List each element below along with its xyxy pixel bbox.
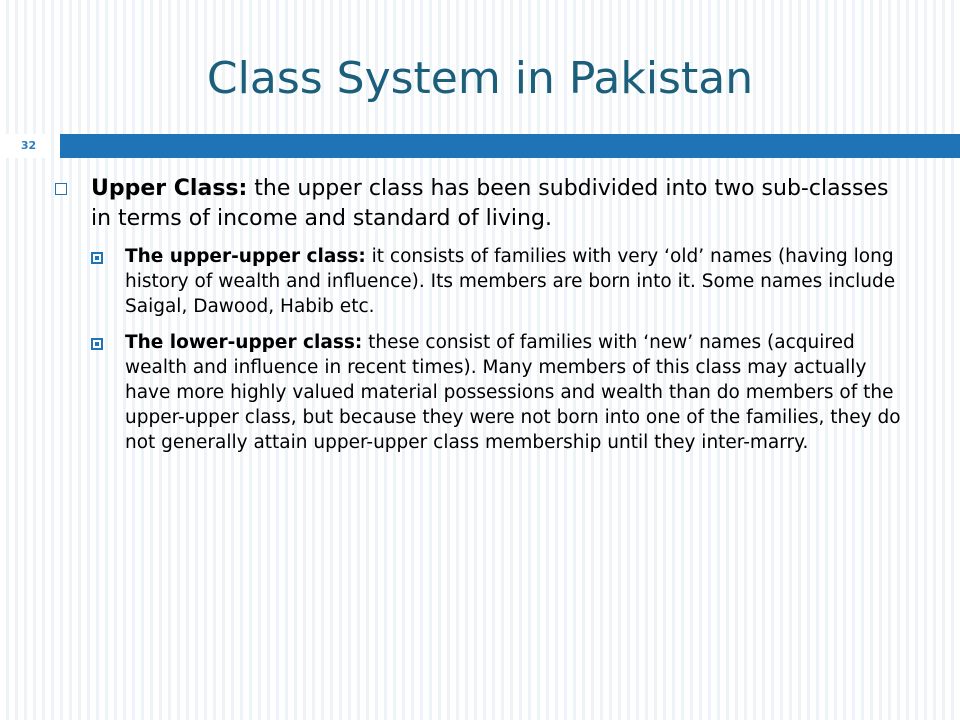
- sub-bullet-lower-upper-class: [91, 330, 915, 455]
- filled-square-bullet-icon: [91, 338, 103, 350]
- sub-bullet-term: The lower-upper class:: [125, 332, 363, 353]
- hollow-square-bullet-icon: [55, 183, 67, 195]
- bullet-upper-class: [55, 174, 915, 234]
- sub-bullet-text: it consists of families with very ‘old’ names (having long history of wealth and influence). Its members are born into it. Some names include Saigal, Dawood, Habib etc.: [125, 246, 896, 317]
- slide-number: 32: [6, 134, 51, 158]
- sub-bullet-upper-upper-class: [91, 244, 915, 319]
- slide-title: Class System in Pakistan: [206, 53, 754, 104]
- filled-square-bullet-icon: [91, 252, 103, 264]
- title-divider-bar: [60, 134, 960, 158]
- bullet-text: the upper class has been subdivided into two sub-classes in terms of income and standard of living.: [91, 176, 889, 231]
- slide-body: [55, 174, 915, 466]
- sub-bullet-term: The upper-upper class:: [125, 246, 366, 267]
- sub-bullet-text: these consist of families with ‘new’ names (acquired wealth and influence in recent times). Many members of this class may actually have more highly valued material possessions and wealth than do members of the upper-upper class, but because they were not born into one of the families, they do not generally attain upper-upper class membership until they inter-marry.: [125, 332, 901, 453]
- bullet-term: Upper Class:: [91, 176, 248, 201]
